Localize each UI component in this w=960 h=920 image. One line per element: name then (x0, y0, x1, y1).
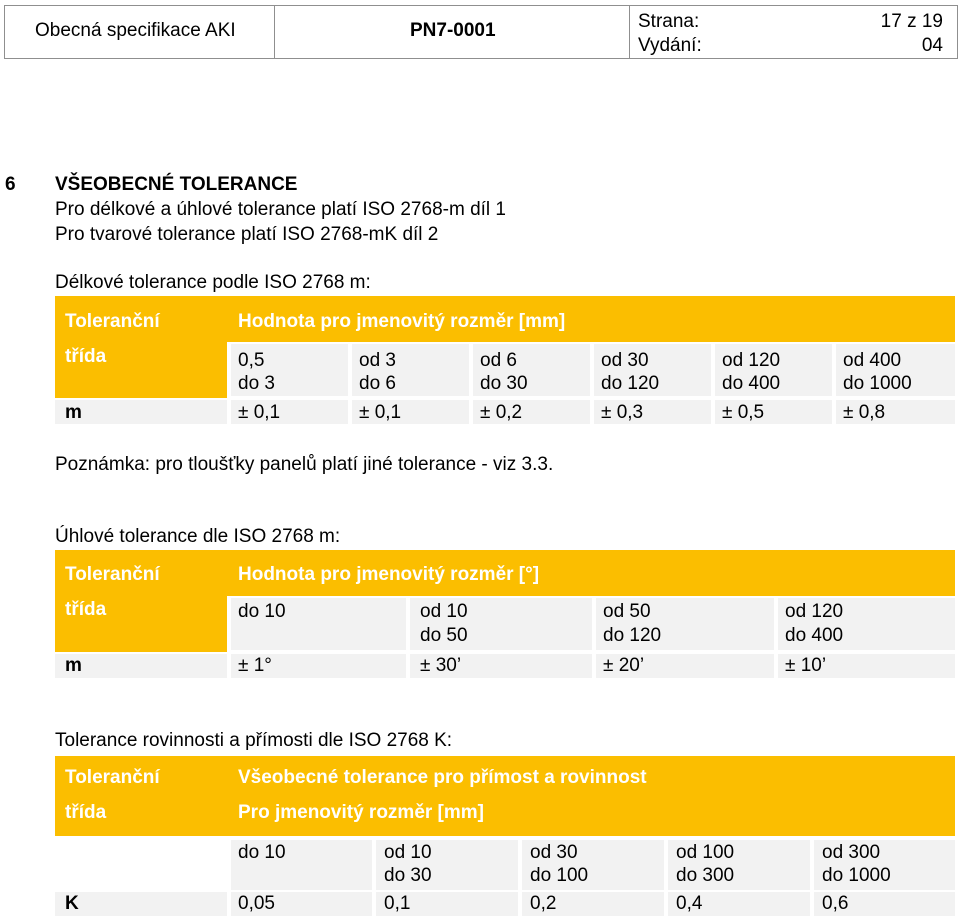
table1-range-from: od 3 (359, 350, 396, 371)
table1-value: ± 0,3 (601, 402, 644, 423)
table1-range-from: od 120 (722, 350, 781, 371)
table2-row-label: m (65, 655, 82, 676)
table1-range-to: do 6 (359, 373, 396, 394)
table3-row-label: K (65, 893, 79, 914)
table2-header: Hodnota pro jmenovitý rozměr [°] (238, 564, 540, 585)
issue-label: Vydání: (638, 35, 702, 56)
table3-value: 0,05 (238, 893, 275, 914)
table1-value: ± 0,1 (359, 402, 402, 423)
table2-value: ± 1° (238, 655, 272, 676)
table2-range-to: do 50 (420, 625, 468, 646)
table1-header: Hodnota pro jmenovitý rozměr [mm] (238, 311, 566, 332)
table1-range-from: od 6 (480, 350, 517, 371)
table3-range-from: od 10 (384, 842, 432, 863)
table2-range-from: od 50 (603, 601, 651, 622)
table1-range-to: do 400 (722, 373, 781, 394)
table1-row-label: m (65, 402, 82, 423)
table3-range-from: od 30 (530, 842, 578, 863)
table3-range-from: do 10 (238, 842, 286, 863)
table3-range-from: od 300 (822, 842, 881, 863)
header-title-cell (5, 6, 275, 58)
section-title: VŠEOBECNÉ TOLERANCE (55, 174, 298, 195)
table3-range-from: od 100 (676, 842, 735, 863)
table1-class-label-1: Toleranční (65, 311, 160, 332)
table3-class-label-1: Toleranční (65, 767, 160, 788)
table2-value: ± 30’ (420, 655, 462, 676)
table3-range-to: do 300 (676, 865, 735, 886)
table3-row-label-cell (55, 892, 227, 916)
table3-range-to: do 30 (384, 865, 432, 886)
table2-value: ± 20’ (603, 655, 645, 676)
table2-range-from: od 10 (420, 601, 468, 622)
section-line-1: Pro délkové a úhlové tolerance platí ISO 2768-m díl 1 (55, 199, 506, 220)
table1-value: ± 0,8 (843, 402, 886, 423)
table2-range-from: do 10 (238, 601, 286, 622)
page-value: 17 z 19 (880, 11, 943, 32)
table3-value: 0,4 (676, 893, 703, 914)
table3-class-label-2: třída (65, 802, 107, 823)
table2-range-to: do 400 (785, 625, 844, 646)
document-header (4, 5, 958, 59)
table3-value: 0,6 (822, 893, 849, 914)
table3-header-2: Pro jmenovitý rozměr [mm] (238, 802, 484, 823)
table2-class-label-1: Toleranční (65, 564, 160, 585)
table1-caption: Délkové tolerance podle ISO 2768 m: (55, 272, 371, 293)
header-doc-cell (275, 6, 630, 58)
section-number: 6 (5, 174, 16, 195)
table2-class-label-2: třída (65, 599, 107, 620)
table1-range-from: od 30 (601, 350, 649, 371)
table3-caption: Tolerance rovinnosti a přímosti dle ISO 2768 K: (55, 730, 453, 751)
table1-range-to: do 120 (601, 373, 660, 394)
table3-range-to: do 1000 (822, 865, 891, 886)
page-label: Strana: (638, 11, 700, 32)
table2-range-to: do 120 (603, 625, 662, 646)
header-title: Obecná specifikace AKI (35, 20, 236, 41)
thickness-note: Poznámka: pro tloušťky panelů platí jiné tolerance - viz 3.3. (55, 454, 554, 475)
table3-value: 0,2 (530, 893, 557, 914)
table1-range-to: do 30 (480, 373, 528, 394)
table1-class-label-2: třída (65, 346, 107, 367)
table1-range-from: 0,5 (238, 350, 265, 371)
table1-range-from: od 400 (843, 350, 902, 371)
table3-range-to: do 100 (530, 865, 589, 886)
table3-value: 0,1 (384, 893, 411, 914)
header-doc-number: PN7-0001 (410, 20, 496, 41)
table1-range-to: do 3 (238, 373, 275, 394)
section-line-2: Pro tvarové tolerance platí ISO 2768-mK díl 2 (55, 224, 439, 245)
table1-range-to: do 1000 (843, 373, 912, 394)
table1-value: ± 0,5 (722, 402, 765, 423)
issue-value: 04 (921, 35, 943, 56)
table2-value: ± 10’ (785, 655, 827, 676)
table3-header-1: Všeobecné tolerance pro přímost a rovinnost (238, 767, 647, 788)
table1-value: ± 0,1 (238, 402, 281, 423)
table2-caption: Úhlové tolerance dle ISO 2768 m: (55, 526, 341, 547)
table2-range-from: od 120 (785, 601, 844, 622)
table1-value: ± 0,2 (480, 402, 523, 423)
